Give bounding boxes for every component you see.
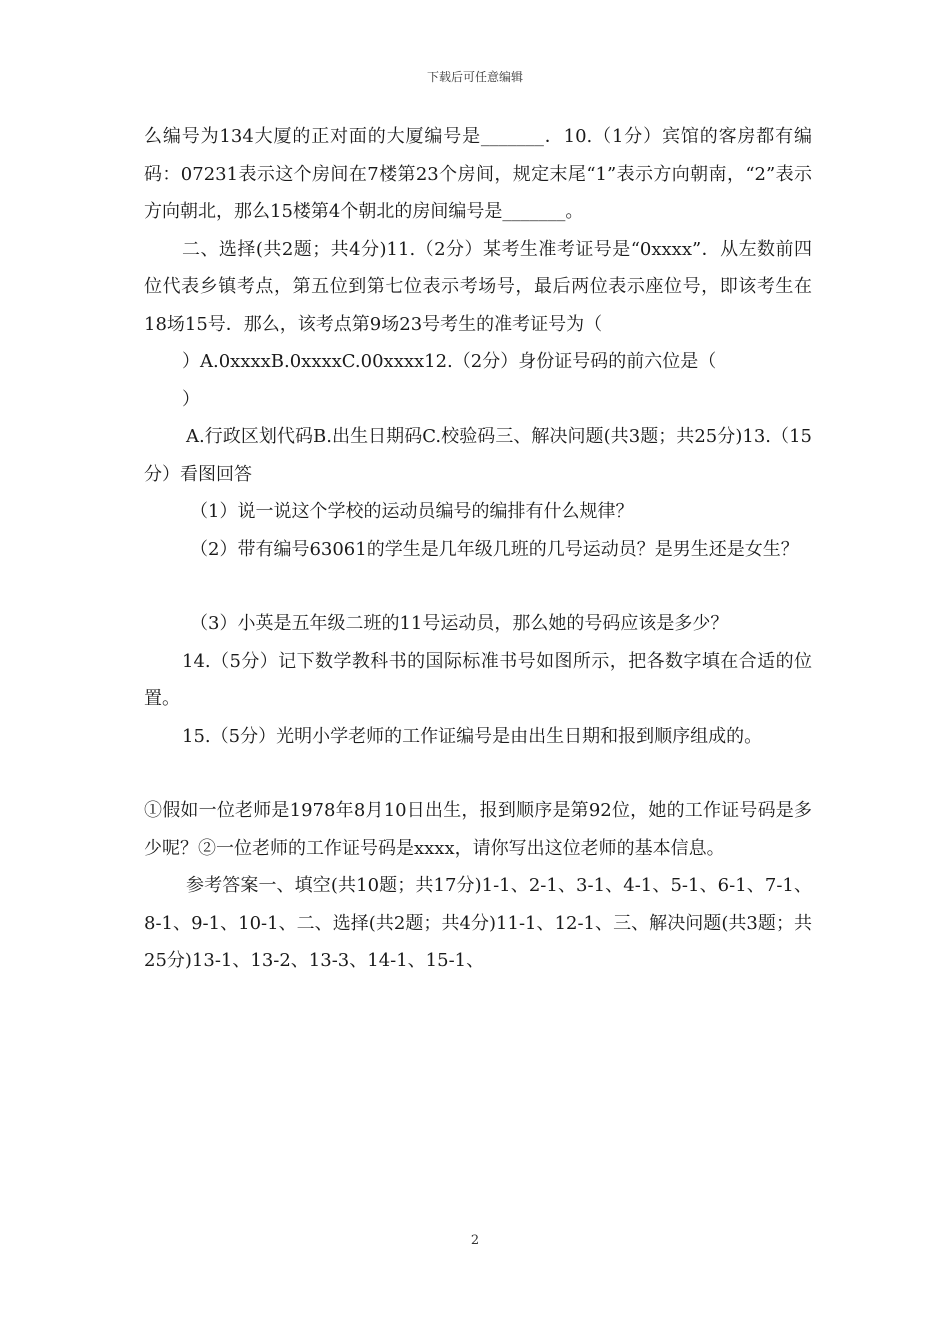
paragraph-question-12-options: A.行政区划代码B.出生日期码C.校验码三、解决问题(共3题；共25分)13.（15分）看图回答 bbox=[144, 426, 812, 485]
paragraph-question-13-part-3: （3）小英是五年级二班的11号运动员，那么她的号码应该是多少？ bbox=[190, 613, 729, 634]
document-body bbox=[144, 118, 812, 980]
paragraph-answer-key: 参考答案一、填空(共10题；共17分)1-1、2-1、3-1、4-1、5-1、6-1、7-1、8-1、9-1、10-1、二、选择(共2题；共4分)11-1、12-1、三、解决问题(共3题；共25分)13-1、13-2、13-3、14-1、15-1、 bbox=[144, 875, 812, 971]
paragraph-question-14: 14.（5分）记下数学教科书的国际标准书号如图所示，把各数字填在合适的位置。 bbox=[144, 650, 812, 709]
page-header: 下载后可任意编辑 bbox=[426, 70, 523, 84]
paragraph-question-15: 15.（5分）光明小学老师的工作证编号是由出生日期和报到顺序组成的。 bbox=[182, 725, 763, 747]
page-number: 2 bbox=[470, 1233, 480, 1248]
paragraph-question-13-part-2: （2）带有编号63061的学生是几年级几班的几号运动员？是男生还是女生？ bbox=[190, 538, 799, 560]
paragraph-question-15-details: ①假如一位老师是1978年8月10日出生，报到顺序是第92位，她的工作证号码是多少呢？②一位老师的工作证号码是xxxx，请你写出这位老师的基本信息。 bbox=[144, 800, 812, 859]
paragraph-question-11: 二、选择(共2题；共4分)11.（2分）某考生准考证号是“0xxxx”．从左数前四位代表乡镇考点，第五位到第七位表示考场号，最后两位表示座位号，即该考生在18场15号．那么，该考点第9场23号考生的准考证号为（ bbox=[144, 238, 812, 335]
paragraph-question-11-options: ）A.0xxxxB.0xxxxC.00xxxx12.（2分）身份证号码的前六位是（ bbox=[182, 351, 717, 372]
paragraph-question-12-bracket: ） bbox=[182, 388, 200, 410]
paragraph-question-9-10: 么编号为134大厦的正对面的大厦编号是_______．10.（1分）宾馆的客房都有编码：07231表示这个房间在7楼第23个房间，规定末尾“1”表示方向朝南，“2”表示方向朝北，那么15楼第4个朝北的房间编号是_______。 bbox=[144, 126, 812, 222]
paragraph-question-13-part-1: （1）说一说这个学校的运动员编号的编排有什么规律？ bbox=[190, 501, 634, 522]
spacer bbox=[144, 755, 812, 792]
spacer bbox=[144, 568, 812, 605]
